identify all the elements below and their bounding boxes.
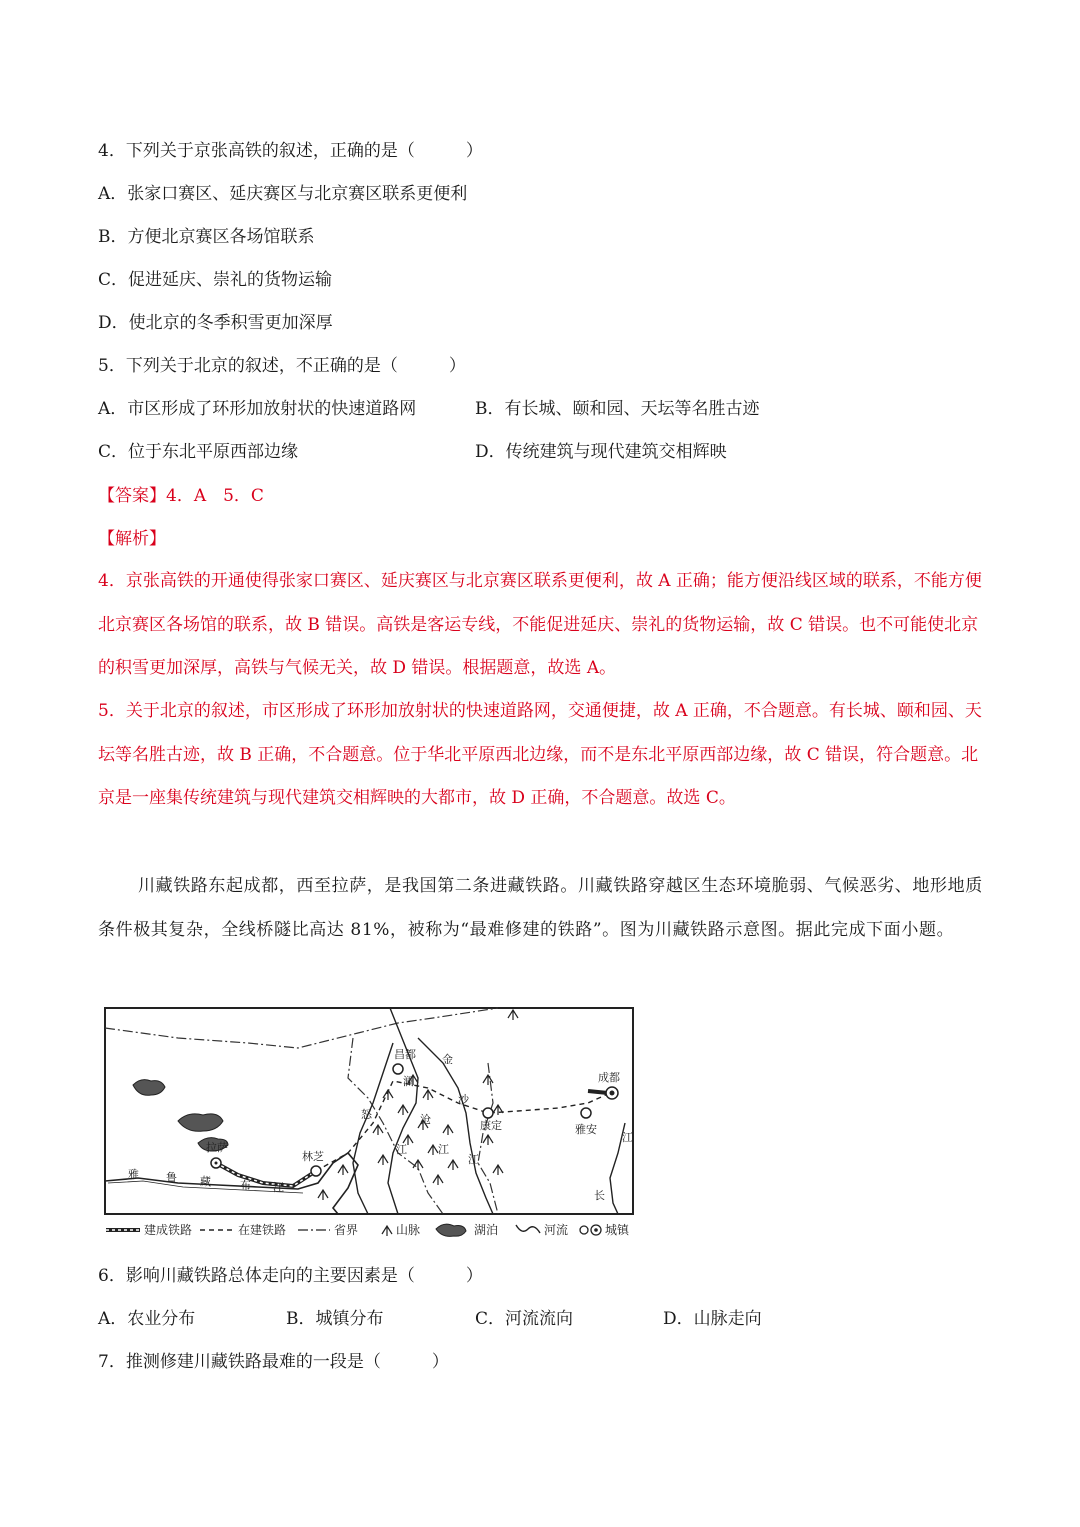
question-4-option-c: C．促进延庆、崇礼的货物运输: [98, 270, 333, 290]
question-4-option-b: B．方便北京赛区各场馆联系: [98, 227, 315, 247]
railway-built-east: [588, 1091, 608, 1093]
label-jiang4: 江: [622, 1131, 633, 1144]
label-jiang2: 江: [438, 1143, 449, 1156]
answer-line: [98, 485, 264, 507]
label-sha: 沙: [458, 1093, 469, 1106]
city-lasa: [211, 1158, 221, 1168]
city-linzhi: [311, 1166, 321, 1176]
city-kangding: [483, 1108, 493, 1118]
question-6-option-c: C．河流流向: [475, 1309, 574, 1329]
label-yarlung-2: 鲁: [166, 1171, 177, 1184]
city-chengdu: [606, 1087, 618, 1099]
label-cang: 沧: [420, 1113, 431, 1126]
question-7-stem: 7．推测修建川藏铁路最难的一段是（ ）: [98, 1352, 449, 1372]
analysis-paragraph-4: 4．京张高铁的开通使得张家口赛区、延庆赛区与北京赛区联系更便利，故 A 正确；能方便沿线区域的联系，不能方便北京赛区各场馆的联系，故 B 错误。高铁是客运专线，不能促进延庆、崇礼的货物运输，故 C 错误。也不可能使北京的积雪更加深厚，高铁与气候无关，故 D 错误。根据题意，故选 A。: [98, 571, 982, 678]
question-4-stem: 4．下列关于京张高铁的叙述，正确的是（ ）: [98, 141, 483, 161]
material-paragraph: [98, 864, 984, 952]
label-lan: 澜: [403, 1075, 414, 1088]
sichuan-tibet-railway-map: [98, 1003, 643, 1243]
legend-mountain: 山脉: [396, 1223, 421, 1237]
lake-icon: [178, 1114, 223, 1131]
city-yaan: [581, 1108, 591, 1118]
question-4-option-d: D．使北京的冬季积雪更加深厚: [98, 313, 333, 333]
map-legend: [106, 1222, 630, 1237]
legend-town: 城镇: [605, 1223, 630, 1237]
label-lasa: 拉萨: [206, 1141, 228, 1154]
label-jin: 金: [442, 1053, 453, 1066]
question-5-option-a: A．市区形成了环形加放射状的快速道路网: [98, 399, 417, 419]
lake-icon: [133, 1080, 165, 1096]
label-chengdu: 成都: [598, 1071, 620, 1084]
question-6-option-a: A．农业分布: [98, 1309, 196, 1329]
question-5-option-b: B．有长城、颐和园、天坛等名胜古迹: [475, 399, 760, 419]
legend-lake: 湖泊: [474, 1223, 499, 1237]
river-nu: [353, 1043, 393, 1214]
legend-river: 河流: [544, 1223, 569, 1237]
question-4-option-a: A．张家口赛区、延庆赛区与北京赛区联系更便利: [98, 184, 468, 204]
question-6-options: [98, 1308, 984, 1330]
question-5-stem: 5．下列关于北京的叙述，不正确的是（ ）: [98, 356, 466, 376]
analysis-label: 【解析】: [98, 529, 166, 549]
label-yaan: 雅安: [575, 1123, 597, 1136]
question-6-option-d: D．山脉走向: [663, 1309, 762, 1329]
label-jiang1: 江: [468, 1153, 479, 1166]
question-5-option-d: D．传统建筑与现代建筑交相辉映: [475, 442, 727, 462]
question-6-option-b: B．城镇分布: [286, 1309, 384, 1329]
question-5-options-row1: [98, 398, 760, 420]
label-yarlung-1: 雅: [128, 1168, 139, 1181]
legend-built: 建成铁路: [144, 1223, 193, 1237]
province-border: [105, 1008, 498, 1048]
legend-construction: 在建铁路: [238, 1223, 287, 1237]
label-nu: 怒: [361, 1108, 372, 1121]
question-5-option-c: C．位于东北平原西部边缘: [98, 442, 299, 462]
answer-text: 4．A 5．C: [166, 486, 264, 506]
label-yarlung-5: 江: [273, 1181, 284, 1194]
question-6-stem: 6．影响川藏铁路总体走向的主要因素是（ ）: [98, 1266, 483, 1286]
label-changdu: 昌都: [394, 1048, 416, 1061]
label-yarlung-3: 藏: [200, 1175, 211, 1188]
label-linzhi: 林芝: [302, 1150, 324, 1163]
material-text: 川藏铁路东起成都，西至拉萨，是我国第二条进藏铁路。川藏铁路穿越区生态环境脆弱、气候恶劣、地形地质条件极其复杂，全线桥隧比高达 81%，被称为“最难修建的铁路”。图为川藏铁路示意图。据此完成下面小题。: [98, 876, 983, 940]
label-kangding: 康定: [480, 1119, 502, 1132]
analysis-paragraph-5: 5．关于北京的叙述，市区形成了环形加放射状的快速道路网，交通便捷，故 A 正确，不合题意。有长城、颐和园、天坛等名胜古迹，故 B 正确，不合题意。位于华北平原西北边缘，而不是东北平原西部边缘，故 C 错误，符合题意。北京是一座集传统建筑与现代建筑交相辉映的大都市，故 D 正确，不合题意。故选 C。: [98, 701, 982, 808]
city-changdu: [393, 1064, 403, 1074]
label-chang: 长: [594, 1189, 605, 1202]
answer-label: 【答案】: [98, 486, 166, 506]
label-yarlung-4: 布: [240, 1179, 251, 1192]
label-jiang3: 江: [396, 1143, 407, 1156]
question-5-options-row2: [98, 441, 727, 463]
legend-border: 省界: [334, 1223, 359, 1237]
